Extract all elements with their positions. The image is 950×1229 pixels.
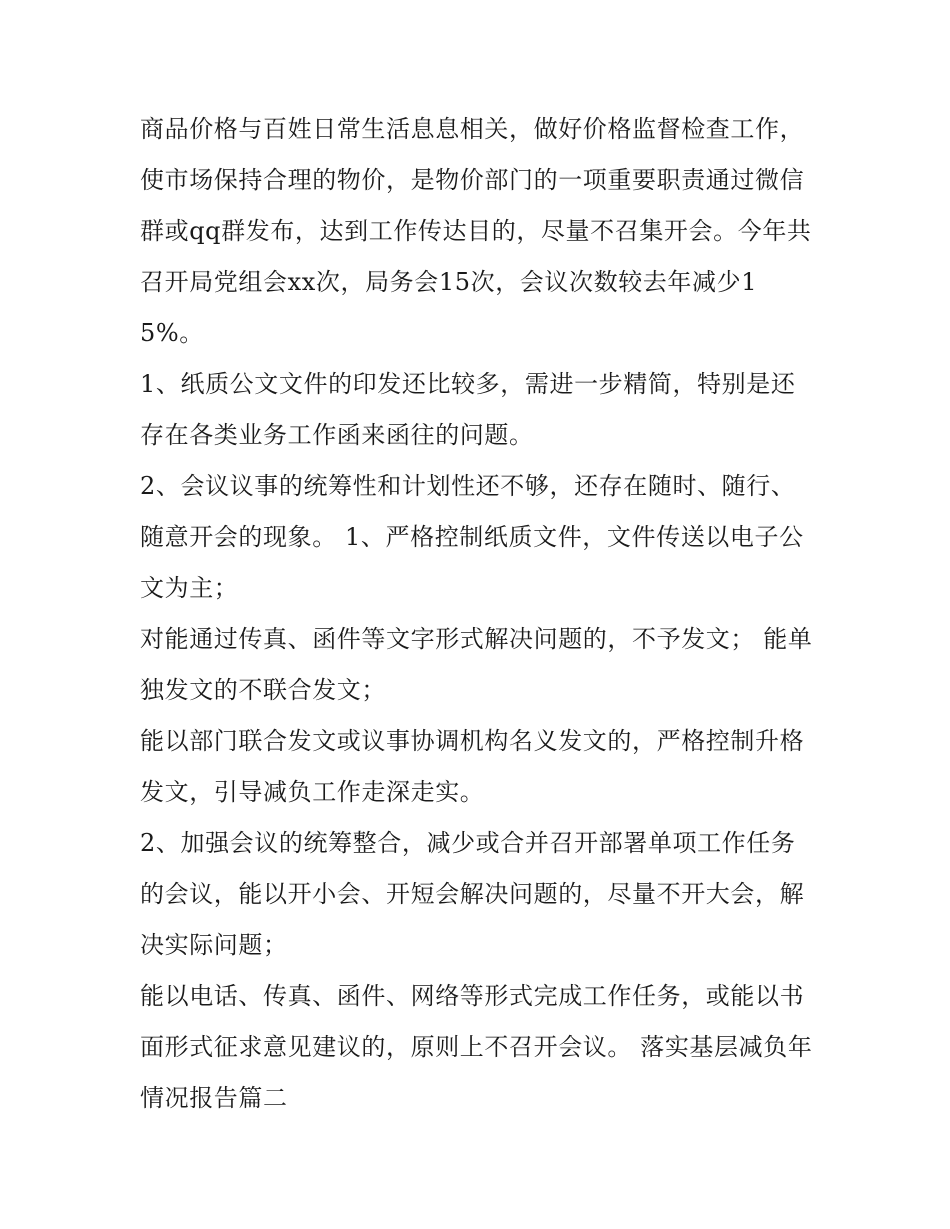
document-body xyxy=(140,104,820,1124)
paragraph-no-document-issuing: 对能通过传真、函件等文字形式解决问题的，不予发文； 能单独发文的不联合发文； xyxy=(140,625,813,704)
paragraph-issue-paper-documents: 1、纸质公文文件的印发还比较多，需进一步精简，特别是还存在各类业务工作函来函往的问题。 xyxy=(140,370,796,449)
paragraph-remote-methods: 能以电话、传真、函件、网络等形式完成工作任务，或能以书面形式征求意见建议的，原则上不召开会议。 落实基层减负年情况报告篇二 xyxy=(140,982,813,1112)
paragraph-price-supervision: 商品价格与百姓日常生活息息相关，做好价格监督检查工作，使市场保持合理的物价，是物价部门的一项重要职责通过微信群或qq群发布，达到工作传达目的，尽量不召集开会。今年共召开局党组会xx次，局务会15次，会议次数较去年减少15%。 xyxy=(140,115,812,347)
paragraph-meeting-integration: 2、加强会议的统筹整合，减少或合并召开部署单项工作任务的会议，能以开小会、开短会解决问题的，尽量不开大会，解决实际问题； xyxy=(140,829,805,959)
paragraph-issue-meetings: 2、会议议事的统筹性和计划性还不够，还存在随时、随行、随意开会的现象。 1、严格控制纸质文件，文件传送以电子公文为主； xyxy=(140,472,804,602)
paragraph-control-upgrade: 能以部门联合发文或议事协调机构名义发文的，严格控制升格发文，引导减负工作走深走实。 xyxy=(140,727,805,806)
